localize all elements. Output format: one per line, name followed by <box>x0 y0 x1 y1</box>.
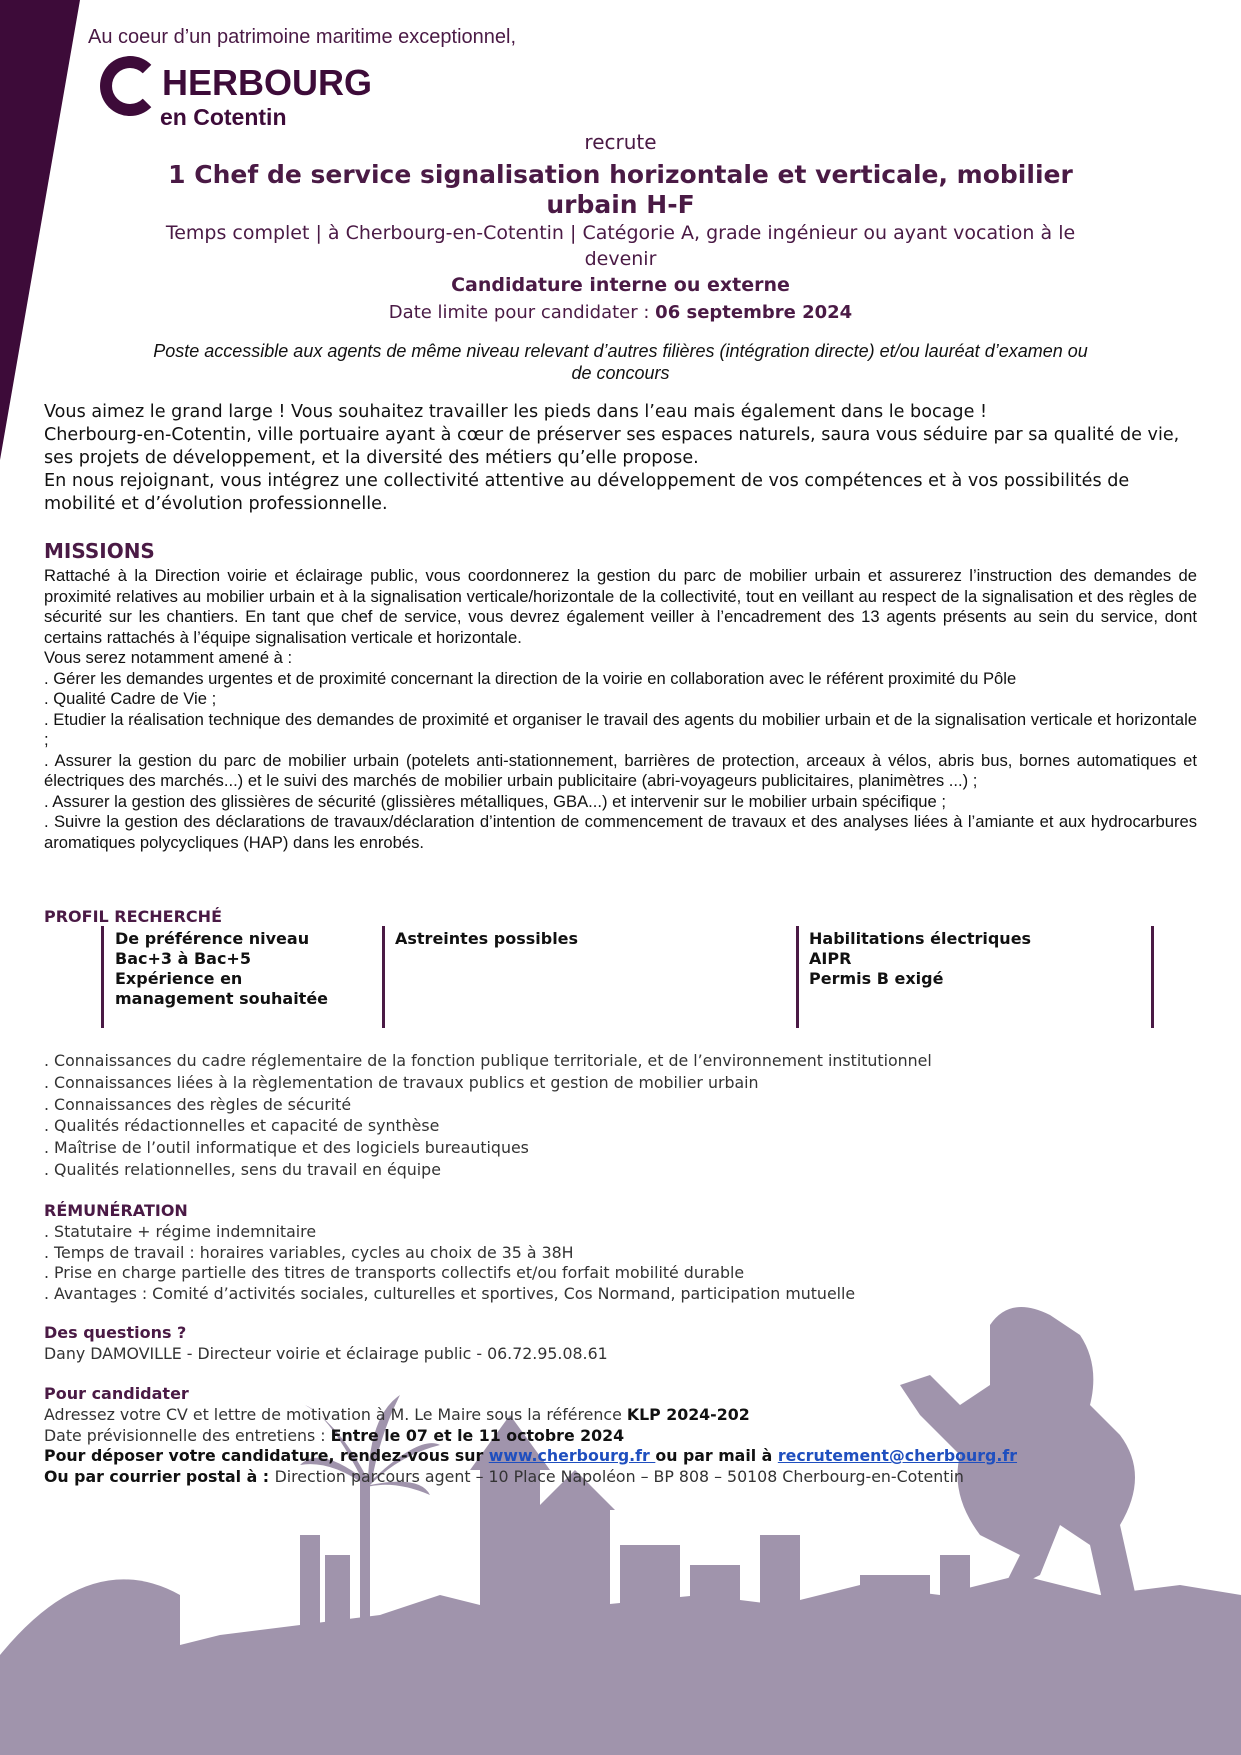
apply-line <box>44 1426 1017 1447</box>
reference-code: KLP 2024-202 <box>626 1405 750 1424</box>
intro-paragraph: Cherbourg-en-Cotentin, ville portuaire ayant à cœur de préserver ses espaces naturels, saura vous séduire par sa qualité de vie, ses projets de développement, et la diversité des métiers qu’elle propose. <box>44 425 1180 468</box>
profile-column-education <box>101 926 371 1028</box>
remuneration-item: . Statutaire + régime indemnitaire <box>44 1222 317 1241</box>
skill-item: . Qualités rédactionnelles et capacité de synthèse <box>44 1116 440 1136</box>
profile-column-duty <box>382 926 782 1028</box>
apply-line <box>44 1446 1017 1467</box>
intro-section <box>44 401 1194 516</box>
postal-address: Direction parcours agent – 10 Place Napoléon – BP 808 – 50108 Cherbourg-en-Cotentin <box>274 1466 964 1486</box>
missions-heading: MISSIONS <box>44 539 155 563</box>
remuneration-heading: RÉMUNÉRATION <box>44 1201 188 1220</box>
profile-item: Expérience en <box>115 969 243 988</box>
skill-item: . Connaissances du cadre réglementaire de la fonction publique territoriale, et de l’environnement institutionnel <box>44 1051 932 1070</box>
apply-details <box>44 1405 1017 1487</box>
profile-item: Permis B exigé <box>809 969 944 988</box>
candidature-type: Candidature interne ou externe <box>451 274 790 296</box>
apply-text: Adressez votre CV et lettre de motivation à M. Le Maire sous la référence <box>44 1405 627 1424</box>
profile-item: AIPR <box>809 949 852 968</box>
logo-wordmark: HERBOURG <box>162 62 373 103</box>
postal-label: Ou par courrier postal à : <box>44 1466 275 1486</box>
profile-column-qualifications <box>796 926 1154 1028</box>
questions-contact: Dany DAMOVILLE - Directeur voirie et éclairage public - 06.72.95.08.61 <box>44 1344 608 1363</box>
logo-c-mark <box>100 56 160 116</box>
apply-text: ou par mail à <box>655 1446 778 1465</box>
profile-item: Habilitations électriques <box>809 929 1032 948</box>
profile-heading: PROFIL RECHERCHÉ <box>44 907 222 926</box>
accessibility-note: Poste accessible aux agents de même niveau relevant d’autres filières (intégration directe) et/ou lauréat d’examen ou de concours <box>153 341 1088 383</box>
missions-line: . Assurer la gestion des glissières de sécurité (glissières métalliques, GBA...) et intervenir sur le mobilier urbain spécifique ; <box>44 791 946 811</box>
deadline-value: 06 septembre 2024 <box>655 302 853 323</box>
column-divider <box>382 926 385 1028</box>
intro-paragraph: Vous aimez le grand large ! Vous souhaitez travailler les pieds dans l’eau mais également dans le bocage ! <box>44 402 988 422</box>
missions-line: Rattaché à la Direction voirie et éclairage public, vous coordonnerez la gestion du parc de mobilier urbain et assurerez l’instruction des demandes de proximité relatives au mobilier urbain et à la signalisation verticale/horizontale de la collectivité, tout en veillant au respect de la signalisation et des règles de sécurité sur les chantiers. En tant que chef de service, vous devrez également veiller à l’encadrement des 13 agents présents au sein du service, dont certains rattachés à l’équipe signalisation verticale et horizontale. <box>44 566 1197 647</box>
missions-line: . Qualité Cadre de Vie ; <box>44 689 217 708</box>
profile-item: management souhaitée <box>115 989 329 1008</box>
tagline: Au coeur d’un patrimoine maritime exceptionnel, <box>88 26 516 48</box>
profile-item: De préférence niveau <box>115 929 310 948</box>
job-subtitle: Temps complet | à Cherbourg-en-Cotentin | Catégorie A, grade ingénieur ou ayant vocation à le devenir <box>165 222 1076 270</box>
remuneration-item: . Prise en charge partielle des titres de transports collectifs et/ou forfait mobilité durable <box>44 1263 745 1282</box>
column-divider <box>101 926 104 1028</box>
column-divider <box>796 926 799 1028</box>
skill-item: . Qualités relationnelles, sens du travail en équipe <box>44 1159 441 1179</box>
decorative-side-band <box>0 0 90 470</box>
profile-item: Bac+3 à Bac+5 <box>115 949 251 968</box>
deadline <box>150 302 1091 323</box>
remuneration-list <box>44 1222 855 1304</box>
questions-heading: Des questions ? <box>44 1323 187 1342</box>
skill-item: . Connaissances des règles de sécurité <box>44 1094 352 1114</box>
recrute-label: recrute <box>584 130 657 154</box>
email-link[interactable]: recrutement@cherbourg.fr <box>777 1446 1018 1465</box>
interview-dates: Entre le 07 et le 11 octobre 2024 <box>330 1425 625 1445</box>
apply-heading: Pour candidater <box>44 1384 189 1403</box>
profile-item: Astreintes possibles <box>395 929 579 948</box>
missions-line: . Gérer les demandes urgentes et de proximité concernant la direction de la voirie en collaboration avec le référent proximité du Pôle <box>44 668 1017 688</box>
apply-line <box>44 1467 1017 1488</box>
deadline-label: Date limite pour candidater : <box>388 302 656 323</box>
apply-text: Pour déposer votre candidature, rendez-vous sur <box>44 1446 489 1465</box>
skill-item: . Connaissances liées à la règlementation de travaux publics et gestion de mobilier urbain <box>44 1072 759 1092</box>
apply-line <box>44 1405 1017 1426</box>
apply-text: Date prévisionnelle des entretiens : <box>44 1425 331 1445</box>
missions-line: . Etudier la réalisation technique des demandes de proximité et organiser le travail des agents du mobilier urbain et de la signalisation verticale et horizontale ; <box>44 709 1197 749</box>
job-title: 1 Chef de service signalisation horizontale et verticale, mobilier urbain H-F <box>168 160 1073 219</box>
cherbourg-logo <box>100 56 400 130</box>
column-divider <box>1151 926 1154 1028</box>
remuneration-item: . Avantages : Comité d’activités sociales, culturelles et sportives, Cos Normand, participation mutuelle <box>44 1283 856 1303</box>
logo-subtitle: en Cotentin <box>160 104 287 130</box>
missions-line: . Suivre la gestion des déclarations de travaux/déclaration d’intention de commencement de travaux et des analyses liées à l’amiante et aux hydrocarbures aromatiques polycycliques (HAP) dans les enrobés. <box>44 812 1197 852</box>
skill-item: . Maîtrise de l’outil informatique et des logiciels bureautiques <box>44 1138 529 1158</box>
missions-list <box>44 566 1197 853</box>
missions-line: Vous serez notamment amené à : <box>44 648 293 667</box>
missions-line: . Assurer la gestion du parc de mobilier urbain (potelets anti-stationnement, barrières de protection, arceaux à vélos, abris bus, bornes automatiques et électriques des marchés...) et le suivi des marchés de mobilier urbain publicitaire (abri-voyageurs publicitaires, planimètres ...) ; <box>44 750 1197 790</box>
city-skyline-illustration <box>0 1295 1241 1755</box>
intro-paragraph: En nous rejoignant, vous intégrez une collectivité attentive au développement de vos compétences et à vos possibilités de mobilité et d’évolution professionnelle. <box>44 471 1130 514</box>
website-link[interactable]: www.cherbourg.fr <box>488 1446 656 1465</box>
skills-list <box>44 1050 932 1181</box>
remuneration-item: . Temps de travail : horaires variables, cycles au choix de 35 à 38H <box>44 1242 574 1262</box>
